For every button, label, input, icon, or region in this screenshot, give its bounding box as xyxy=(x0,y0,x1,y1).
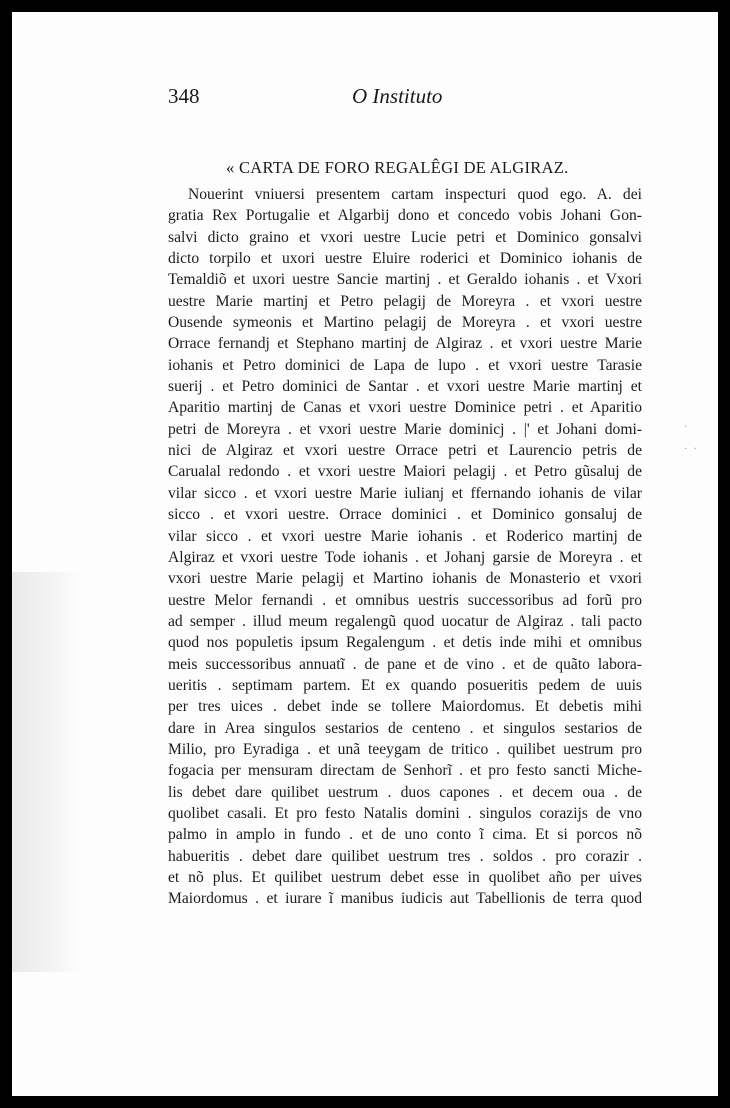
running-title: O Instituto xyxy=(352,84,443,108)
text-line: uestre Melor fernandi . et omnibus uestris successoribus ad forũ pro xyxy=(168,591,642,609)
text-line: Aparitio martinj de Canas et vxori uestre Dominice petri . et Aparitio xyxy=(168,399,642,417)
text-line: meis successoribus annuatĩ . de pane et de vino . et de quãto labora- xyxy=(168,655,642,673)
text-line: ad semper . illud meum regalengũ quod uocatur de Algiraz . tali pacto xyxy=(168,612,642,630)
text-line: et nõ plus. Et quilibet uestrum debet esse in quolibet año per uives xyxy=(168,869,642,886)
text-line: iohanis et Petro dominici de Lapa de lupo . et vxori uestre Tarasie xyxy=(168,356,642,374)
text-line: palmo in amplo in fundo . et de uno conto ĩ cima. Et si porcos nõ xyxy=(168,826,642,844)
text-line: Temaldiõ et uxori uestre Sancie martinj . et Geraldo iohanis . et Vxori xyxy=(168,271,642,289)
text-line: Milio, pro Eyradiga . et unã teeygam de tritico . quilibet uestrum pro xyxy=(168,740,642,758)
text-line: dicto torpilo et uxori uestre Eluire roderici et Dominico iohanis de xyxy=(168,250,642,268)
text-line: Maiordomus . et iurare ĩ manibus iudicis aut Tabellionis de terra quod xyxy=(168,890,642,908)
page-header xyxy=(12,84,718,118)
text-line: salvi dicto graino et vxori uestre Lucie petri et Dominico gonsalvi xyxy=(168,228,642,246)
text-line: gratia Rex Portugalie et Algarbij dono et concedo vobis Johani Gon- xyxy=(168,207,642,225)
book-page xyxy=(12,12,718,1096)
text-line: nici de Algiraz et vxori uestre Orrace petri et Laurencio petris de xyxy=(168,442,642,460)
text-line: fogacia per mensuram directam de Senhorĩ . et pro festo sancti Miche- xyxy=(168,762,642,780)
margin-speckles: · · · xyxy=(684,422,697,455)
text-line: uestre Marie martinj et Petro pelagij de Moreyra . et vxori uestre xyxy=(168,292,642,310)
text-line: Orrace fernandj et Stephano martinj de Algiraz . et vxori uestre Marie xyxy=(168,335,642,353)
text-line: Nouerint vniuersi presentem cartam inspecturi quod ego. A. dei xyxy=(188,186,642,203)
text-line: lis debet dare quilibet uestrum . duos capones . et decem oua . de xyxy=(168,783,642,801)
text-line: dare in Area singulos sestarios de centeno . et singulos sestarios de xyxy=(168,719,642,737)
text-line: ueritis . septimam partem. Et ex quando posueritis pedem de uuis xyxy=(168,676,642,694)
text-line: quod nos populetis ipsum Regalengum . et detis inde mihi et omnibus xyxy=(168,634,642,652)
text-line: per tres uices . debet inde se tollere Maiordomus. Et debetis mihi xyxy=(168,698,642,716)
page-edge-shadow xyxy=(12,572,82,972)
document-title: « CARTA DE FORO REGALÊGI DE ALGIRAZ. xyxy=(226,158,569,177)
text-line: quolibet casali. Et pro festo Natalis domini . singulos corazijs de vno xyxy=(168,804,642,822)
text-line: Ousende symeonis et Martino pelagij de Moreyra . et vxori uestre xyxy=(168,314,642,332)
text-line: habueritis . debet dare quilibet uestrum tres . soldos . pro corazir . xyxy=(168,847,642,865)
page-number: 348 xyxy=(168,84,200,108)
text-line: petri de Moreyra . et vxori uestre Marie dominicj . |' et Johani domi- xyxy=(168,420,642,438)
text-line: vxori uestre Marie pelagij et Martino iohanis de Monasterio et vxori xyxy=(168,570,642,588)
charter-text xyxy=(168,184,642,910)
text-line: sicco . et vxori uestre. Orrace dominici . et Dominico gonsaluj de xyxy=(168,506,642,524)
text-line: vilar sicco . et vxori uestre Marie iohanis . et Roderico martinj de xyxy=(168,527,642,545)
text-line: suerij . et Petro dominici de Santar . et vxori uestre Marie martinj et xyxy=(168,378,642,396)
text-line: Carualal redondo . et vxori uestre Maiori pelagij . et Petro gũsaluj de xyxy=(168,463,642,481)
text-line: vilar sicco . et vxori uestre Marie iulianj et ffernando iohanis de vilar xyxy=(168,484,642,502)
text-line: Algiraz et vxori uestre Tode iohanis . et Johanj garsie de Moreyra . et xyxy=(168,548,642,566)
